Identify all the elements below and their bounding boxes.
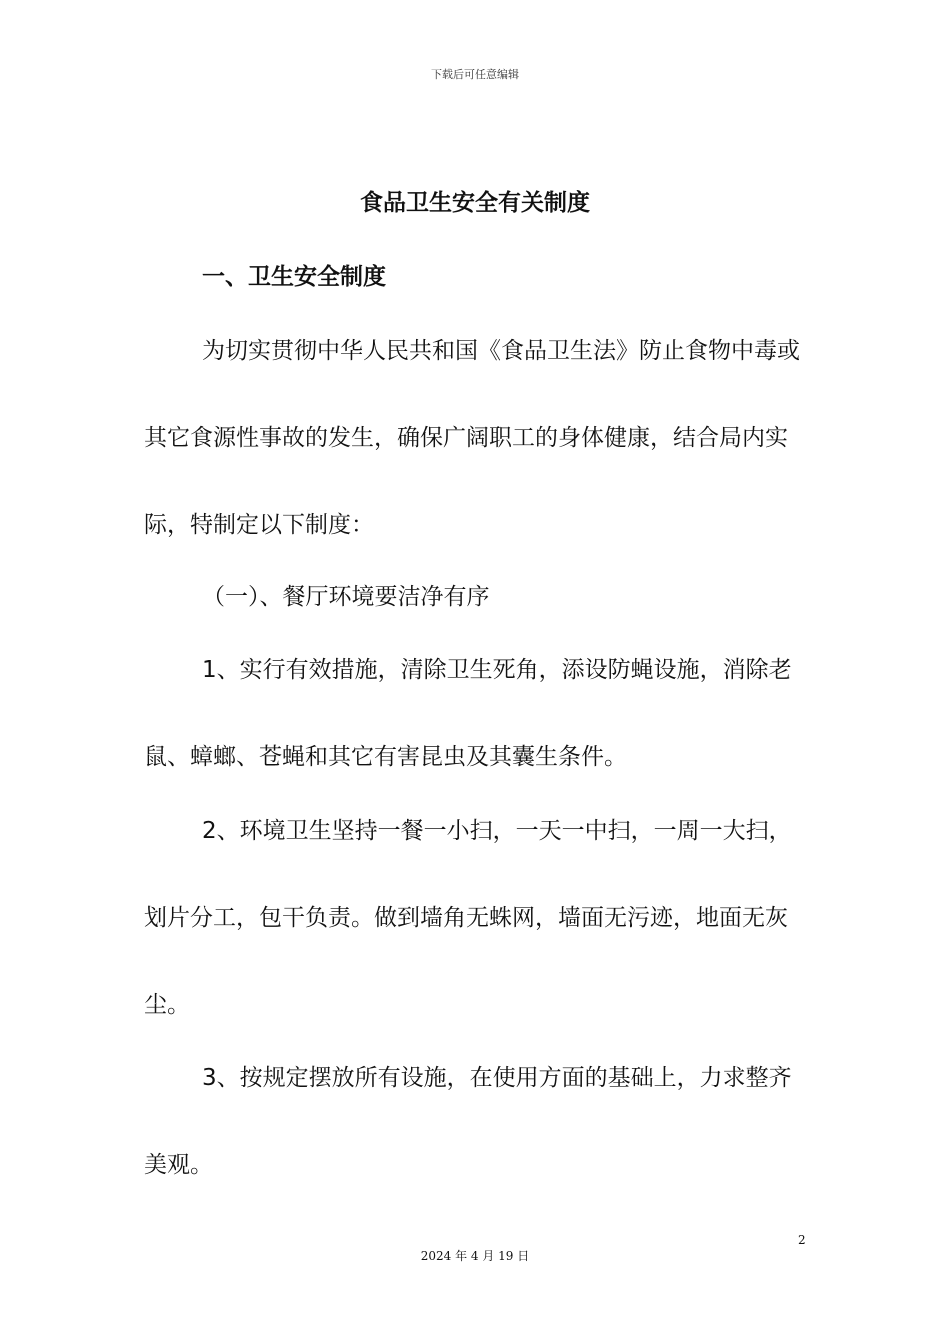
footer-date: 2024 年 4 月 19 日	[420, 1249, 530, 1263]
paragraph-line: 2、环境卫生坚持一餐一小扫，一天一中扫，一周一大扫，	[202, 818, 792, 844]
header-note: 下载后可任意编辑	[431, 68, 519, 81]
paragraph-line: 其它食源性事故的发生，确保广阔职工的身体健康，结合局内实	[144, 425, 788, 451]
paragraph-line: 为切实贯彻中华人民共和国《食品卫生法》防止食物中毒或	[202, 338, 800, 364]
paragraph-line: 1、实行有效措施，清除卫生死角，添设防蝇设施，消除老	[202, 657, 792, 683]
paragraph-line: 尘。	[144, 992, 190, 1018]
page-number: 2	[798, 1233, 806, 1247]
paragraph-line: 美观。	[144, 1152, 213, 1178]
section-heading: 一、卫生安全制度	[202, 264, 386, 290]
paragraph-line: 3、按规定摆放所有设施，在使用方面的基础上，力求整齐	[202, 1065, 792, 1091]
paragraph-line: 鼠、蟑螂、苍蝇和其它有害昆虫及其囊生条件。	[144, 744, 627, 770]
paragraph-line: 划片分工，包干负责。做到墙角无蛛网，墙面无污迹，地面无灰	[144, 905, 788, 931]
paragraph-line: 际，特制定以下制度：	[144, 512, 374, 538]
document-title: 食品卫生安全有关制度	[360, 190, 590, 216]
subsection-heading: （一）、餐厅环境要洁净有序	[202, 584, 490, 610]
